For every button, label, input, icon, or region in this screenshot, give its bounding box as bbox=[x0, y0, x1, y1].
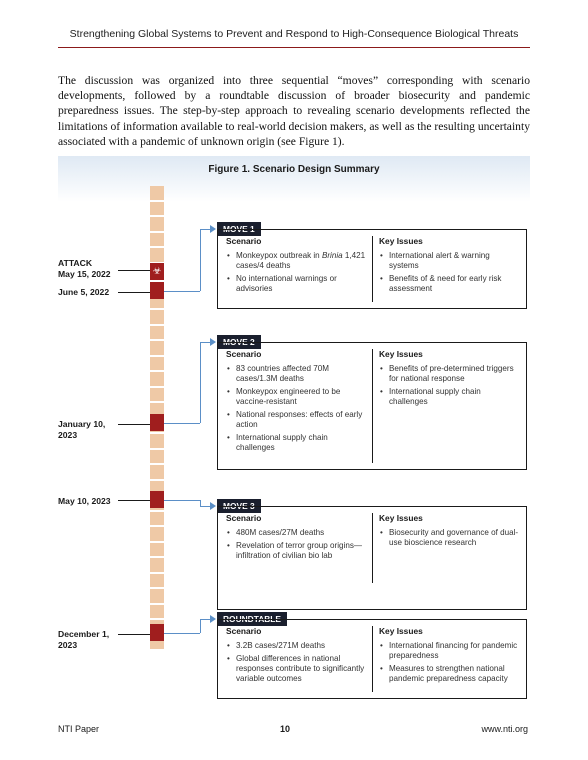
timeline-segment bbox=[150, 465, 164, 479]
timeline-segment bbox=[150, 233, 164, 247]
january-date-connector bbox=[118, 424, 150, 425]
timeline-segment bbox=[150, 217, 164, 231]
december-date-connector bbox=[118, 634, 150, 635]
timeline-segment bbox=[150, 388, 164, 402]
move2-tag: MOVE 2 bbox=[217, 335, 261, 349]
move2-issues-col bbox=[379, 349, 519, 410]
move3-issue-item: • Biosecurity and governance of dual-use bioscience research bbox=[379, 528, 519, 548]
timeline-marker bbox=[150, 282, 164, 299]
timeline-segment bbox=[150, 326, 164, 340]
roundtable-scenario-heading: Scenario bbox=[226, 626, 262, 636]
move1-box bbox=[217, 229, 527, 309]
move2-arrow-icon bbox=[210, 338, 216, 346]
date-may: May 10, 2023 bbox=[58, 496, 111, 506]
roundtable-tag: ROUNDTABLE bbox=[217, 612, 287, 626]
move2-box bbox=[217, 342, 527, 470]
timeline-segment bbox=[150, 310, 164, 324]
timeline-marker bbox=[150, 414, 164, 431]
roundtable-connector-v bbox=[200, 619, 201, 633]
roundtable-scenario-item: • Global differences in national responses contribute to significantly variable outcomes bbox=[226, 654, 366, 684]
june-date-connector bbox=[118, 292, 150, 293]
header-rule bbox=[58, 47, 530, 48]
timeline-segment bbox=[150, 589, 164, 603]
timeline-segment bbox=[150, 341, 164, 355]
move2-connector-v bbox=[200, 342, 201, 423]
move1-scenario-col bbox=[226, 236, 366, 297]
timeline-segment bbox=[150, 186, 164, 200]
move2-issues-heading: Key Issues bbox=[379, 349, 423, 359]
move1-scenario-item: • No international warnings or advisories bbox=[226, 274, 366, 294]
roundtable-connector-h1 bbox=[164, 633, 200, 634]
move3-connector-h1 bbox=[164, 500, 200, 501]
move1-divider bbox=[372, 236, 373, 302]
move1-tag: MOVE 1 bbox=[217, 222, 261, 236]
roundtable-divider bbox=[372, 626, 373, 692]
timeline-segment bbox=[150, 248, 164, 262]
roundtable-scenario-item: • 3.2B cases/271M deaths bbox=[226, 641, 366, 651]
figure-title: Figure 1. Scenario Design Summary bbox=[208, 164, 380, 175]
move3-scenario-heading: Scenario bbox=[226, 513, 262, 523]
date-january-line1: January 10, bbox=[58, 419, 106, 429]
move1-connector-v bbox=[200, 229, 201, 291]
move3-scenario-item: • Revelation of terror group origins—infiltration of civilian bio lab bbox=[226, 541, 366, 561]
move1-issue-item: • Benefits of & need for early risk assessment bbox=[379, 274, 519, 294]
footer-website[interactable]: www.nti.org bbox=[481, 724, 528, 734]
timeline-segment bbox=[150, 605, 164, 619]
timeline-segment bbox=[150, 574, 164, 588]
roundtable-arrow-icon bbox=[210, 615, 216, 623]
roundtable-issue-item: • Measures to strengthen national pandemic preparedness capacity bbox=[379, 664, 519, 684]
page-header: Strengthening Global Systems to Prevent and Respond to High-Consequence Biological Threats bbox=[69, 28, 519, 40]
move3-issues-col bbox=[379, 513, 519, 551]
move3-tag: MOVE 3 bbox=[217, 499, 261, 513]
move3-scenario-col bbox=[226, 513, 366, 564]
move1-connector-h1 bbox=[164, 291, 200, 292]
attack-date-block bbox=[58, 258, 111, 279]
move1-issue-item: • International alert & warning systems bbox=[379, 251, 519, 271]
intro-paragraph: The discussion was organized into three sequential “moves” corresponding with scenario developments, followed by a roundtable discussion of broader biosecurity and pandemic preparedness issues. The step-by-step approach to revealing scenario developments reflected the limitations of information available to real-world decision makers, as well as the resulting uncertainty associated with a pandemic of unknown origin (see Figure 1). bbox=[58, 74, 530, 148]
move3-issues-heading: Key Issues bbox=[379, 513, 423, 523]
move2-scenario-item: • International supply chain challenges bbox=[226, 433, 366, 453]
move2-connector-h1 bbox=[164, 423, 200, 424]
date-january-block bbox=[58, 419, 105, 440]
roundtable-issues-col bbox=[379, 626, 519, 687]
timeline-marker bbox=[150, 491, 164, 508]
roundtable-box bbox=[217, 619, 527, 699]
timeline-segment bbox=[150, 372, 164, 386]
move2-scenario-col bbox=[226, 349, 366, 456]
move1-scenario-heading: Scenario bbox=[226, 236, 262, 246]
move2-scenario-heading: Scenario bbox=[226, 349, 262, 359]
timeline-segment bbox=[150, 543, 164, 557]
move3-divider bbox=[372, 513, 373, 583]
date-december-line2: 2023 bbox=[58, 639, 78, 650]
date-june: June 5, 2022 bbox=[58, 287, 110, 297]
move3-box bbox=[217, 506, 527, 610]
timeline-marker bbox=[150, 624, 164, 641]
roundtable-scenario-col bbox=[226, 626, 366, 687]
attack-date: May 15, 2022 bbox=[58, 268, 111, 279]
attack-label: ATTACK bbox=[58, 258, 93, 268]
move3-scenario-item: • 480M cases/27M deaths bbox=[226, 528, 366, 538]
move2-scenario-item: • National responses: effects of early action bbox=[226, 410, 366, 430]
move3-arrow-icon bbox=[210, 502, 216, 510]
date-december-line1: December 1, bbox=[58, 629, 110, 639]
biohazard-icon: ☣ bbox=[150, 263, 164, 280]
date-december-block bbox=[58, 629, 109, 650]
move2-scenario-item: • 83 countries affected 70M cases/1.3M deaths bbox=[226, 364, 366, 384]
footer-publication: NTI Paper bbox=[58, 724, 100, 734]
move2-divider bbox=[372, 349, 373, 463]
timeline-segment bbox=[150, 512, 164, 526]
timeline-segment bbox=[150, 202, 164, 216]
figure-band bbox=[58, 156, 530, 202]
roundtable-issues-heading: Key Issues bbox=[379, 626, 423, 636]
move1-arrow-icon bbox=[210, 225, 216, 233]
move1-issues-col bbox=[379, 236, 519, 297]
page-number: 10 bbox=[280, 724, 291, 734]
date-january-line2: 2023 bbox=[58, 429, 78, 440]
roundtable-issue-item: • International financing for pandemic preparedness bbox=[379, 641, 519, 661]
timeline-segment bbox=[150, 558, 164, 572]
attack-date-connector bbox=[118, 270, 150, 271]
move1-scenario-item: • Monkeypox outbreak in Brinia 1,421 cases/4 deaths bbox=[226, 251, 366, 271]
timeline-segment bbox=[150, 357, 164, 371]
timeline-segment bbox=[150, 527, 164, 541]
move2-issue-item: • Benefits of pre-determined triggers for national response bbox=[379, 364, 519, 384]
timeline-segment bbox=[150, 450, 164, 464]
move1-issues-heading: Key Issues bbox=[379, 236, 423, 246]
move2-scenario-item: • Monkeypox engineered to be vaccine-resistant bbox=[226, 387, 366, 407]
move2-issue-item: • International supply chain challenges bbox=[379, 387, 519, 407]
may-date-connector bbox=[118, 500, 150, 501]
timeline-segment bbox=[150, 434, 164, 448]
